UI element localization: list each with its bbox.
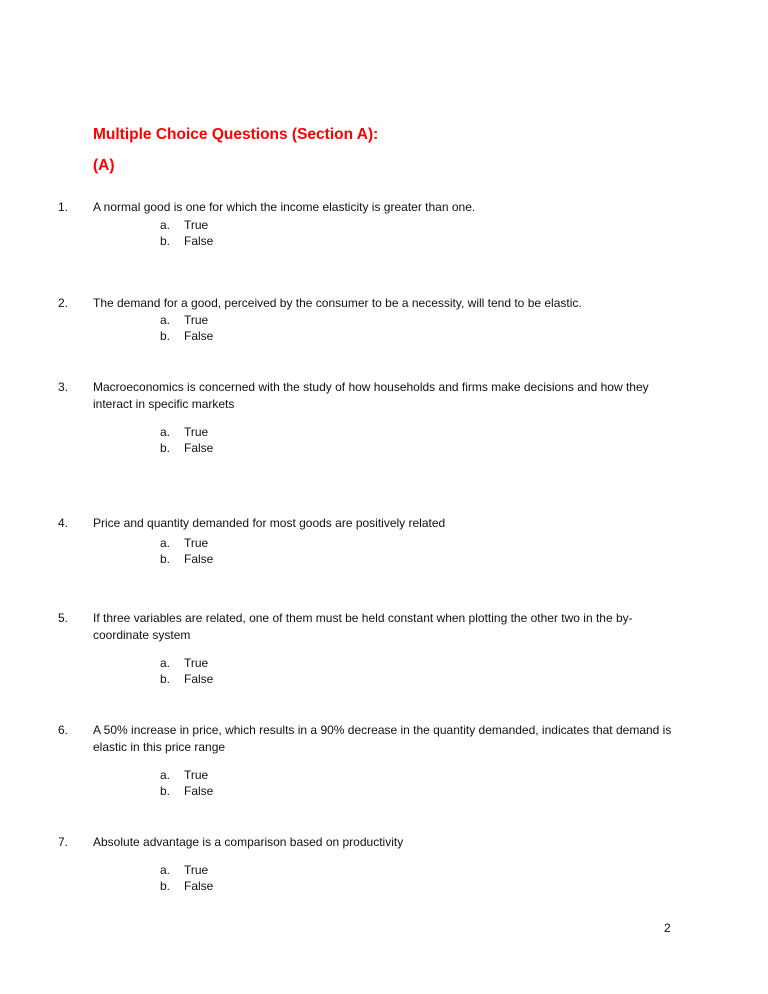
option-a-letter: a. <box>160 768 171 782</box>
option-a-letter: a. <box>160 656 171 670</box>
option-true[interactable]: True <box>184 768 209 782</box>
option-false[interactable]: False <box>184 329 214 343</box>
option-a-letter: a. <box>160 218 171 232</box>
option-true[interactable]: True <box>184 536 209 550</box>
option-true[interactable]: True <box>184 863 209 877</box>
question-number: 2. <box>58 296 69 310</box>
option-b-letter: b. <box>160 672 171 686</box>
option-false[interactable]: False <box>184 879 214 893</box>
question-text: If three variables are related, one of them must be held constant when plotting the other two in the by-coordinate system <box>93 611 633 642</box>
section-subheading: (A) <box>93 157 115 174</box>
question-text: Absolute advantage is a comparison based on productivity <box>93 835 404 849</box>
question-text: A 50% increase in price, which results in a 90% decrease in the quantity demanded, indicates that demand is elastic in this price range <box>93 723 672 754</box>
option-b-letter: b. <box>160 879 171 893</box>
option-a-letter: a. <box>160 313 171 327</box>
question-text: Macroeconomics is concerned with the study of how households and firms make decisions and how they interact in specific markets <box>93 380 649 411</box>
question-number: 5. <box>58 611 69 625</box>
page-number: 2 <box>664 921 671 935</box>
option-b-letter: b. <box>160 552 171 566</box>
section-heading: Multiple Choice Questions (Section A): <box>93 126 379 143</box>
question-text: Price and quantity demanded for most goods are positively related <box>93 516 446 530</box>
option-b-letter: b. <box>160 441 171 455</box>
question-number: 7. <box>58 835 69 849</box>
option-true[interactable]: True <box>184 656 209 670</box>
question-number: 6. <box>58 723 69 737</box>
option-b-letter: b. <box>160 329 171 343</box>
option-true[interactable]: True <box>184 425 209 439</box>
question-number: 1. <box>58 200 69 214</box>
question-text: The demand for a good, perceived by the consumer to be a necessity, will tend to be elastic. <box>93 296 582 310</box>
option-true[interactable]: True <box>184 313 209 327</box>
option-false[interactable]: False <box>184 441 214 455</box>
option-false[interactable]: False <box>184 672 214 686</box>
option-true[interactable]: True <box>184 218 209 232</box>
option-b-letter: b. <box>160 234 171 248</box>
question-text: A normal good is one for which the income elasticity is greater than one. <box>93 200 476 214</box>
option-false[interactable]: False <box>184 784 214 798</box>
question-number: 3. <box>58 380 69 394</box>
question-number: 4. <box>58 516 69 530</box>
option-a-letter: a. <box>160 863 171 877</box>
option-a-letter: a. <box>160 425 171 439</box>
option-false[interactable]: False <box>184 552 214 566</box>
option-false[interactable]: False <box>184 234 214 248</box>
option-a-letter: a. <box>160 536 171 550</box>
option-b-letter: b. <box>160 784 171 798</box>
